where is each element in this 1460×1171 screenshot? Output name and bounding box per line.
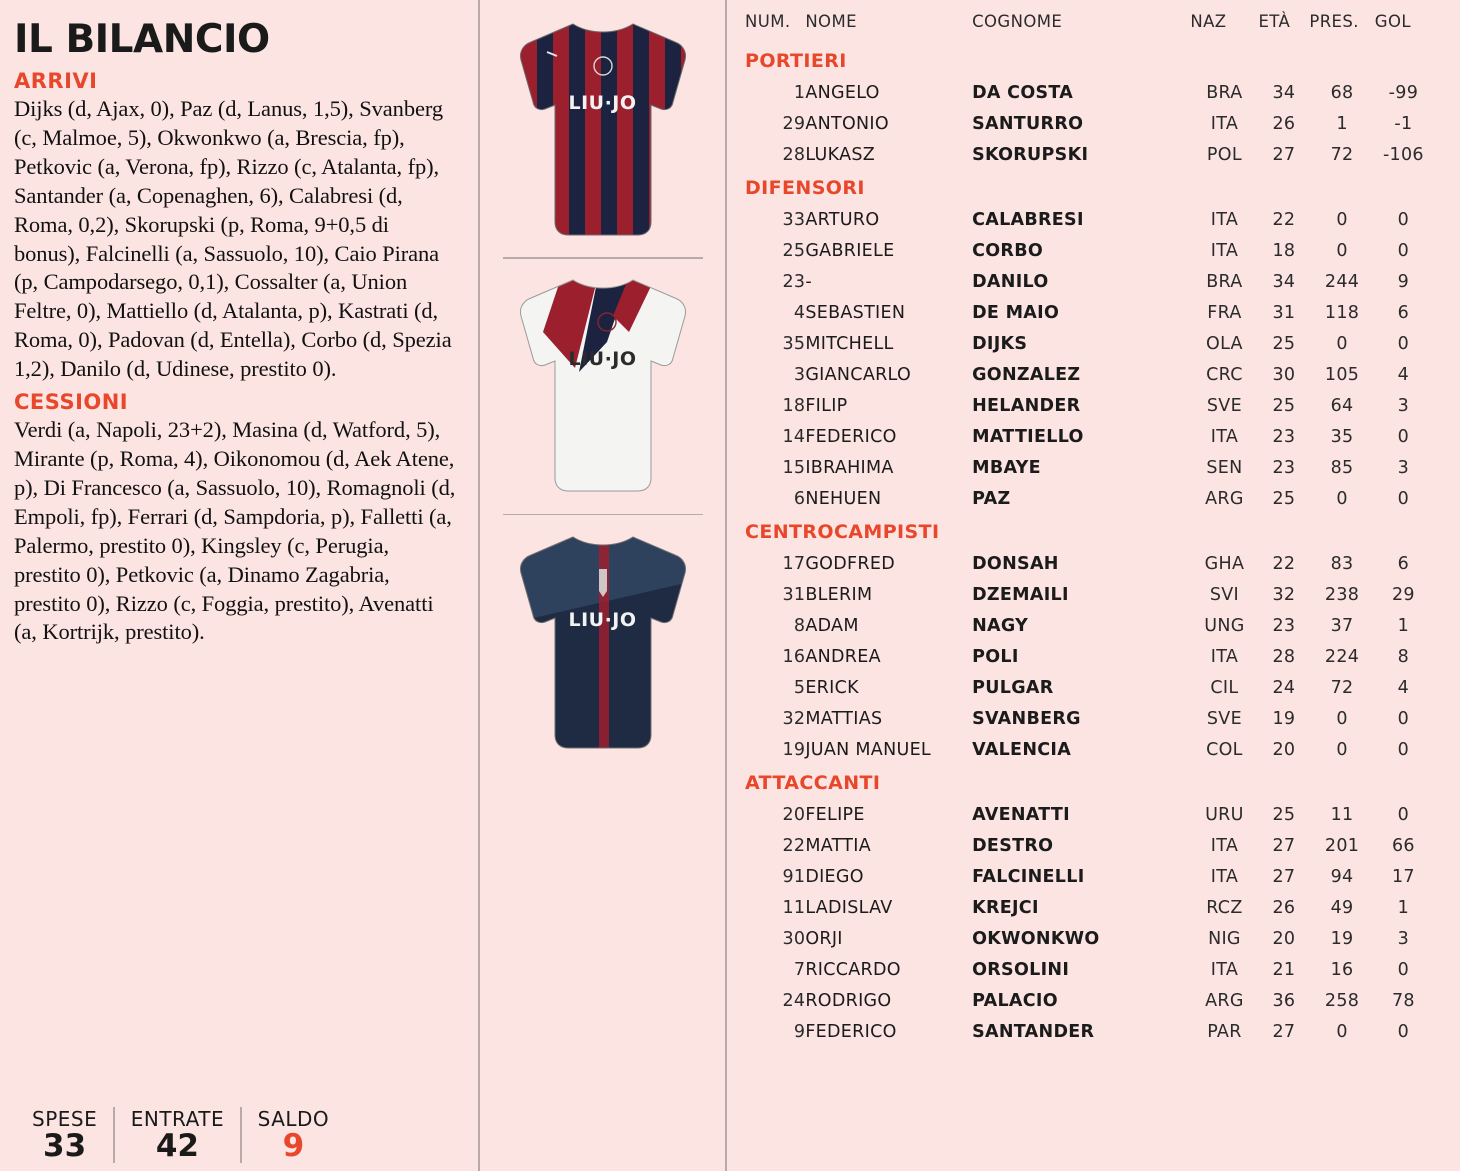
cell-cognome: PULGAR <box>972 677 1054 698</box>
header-pres: PRES. <box>1309 12 1359 31</box>
table-row[interactable] <box>745 421 1432 452</box>
cell-cognome: PAZ <box>972 488 1011 509</box>
roster-group-label: DIFENSORI <box>745 177 865 199</box>
cell-naz: URU <box>1205 804 1244 825</box>
roster-group-header <box>745 170 1432 204</box>
cell-eta: 22 <box>1272 553 1296 574</box>
total-spese-value: 33 <box>43 1128 87 1165</box>
cell-pres: 105 <box>1324 364 1360 385</box>
cell-gol: 0 <box>1397 959 1410 980</box>
table-row[interactable] <box>745 954 1432 985</box>
cell-cognome: AVENATTI <box>972 804 1070 825</box>
cell-eta: 24 <box>1272 677 1296 698</box>
cell-naz: ITA <box>1210 113 1239 134</box>
cell-naz: ITA <box>1210 646 1239 667</box>
cell-pres: 1 <box>1336 113 1348 134</box>
cell-eta: 27 <box>1272 866 1296 887</box>
cell-pres: 94 <box>1330 866 1354 887</box>
cell-eta: 34 <box>1272 271 1296 292</box>
cell-pres: 11 <box>1330 804 1354 825</box>
cell-eta: 20 <box>1272 739 1296 760</box>
cell-num: 29 <box>782 113 806 134</box>
table-row[interactable] <box>745 483 1432 514</box>
cell-num: 3 <box>793 364 806 385</box>
cell-cognome: KREJCI <box>972 897 1039 918</box>
table-row[interactable] <box>745 108 1432 139</box>
cell-eta: 19 <box>1272 708 1296 729</box>
cell-pres: 118 <box>1324 302 1360 323</box>
cell-num: 17 <box>782 553 806 574</box>
cell-num: 6 <box>793 488 806 509</box>
cell-naz: ARG <box>1205 488 1244 509</box>
cell-pres: 201 <box>1324 835 1360 856</box>
table-row[interactable] <box>745 1016 1432 1047</box>
cell-gol: 8 <box>1397 646 1410 667</box>
cell-naz: ITA <box>1210 959 1239 980</box>
cell-nome: ORJI <box>805 928 843 949</box>
cell-nome: ERICK <box>805 677 859 698</box>
cell-num: 7 <box>793 959 806 980</box>
cell-cognome: VALENCIA <box>972 739 1072 760</box>
table-row[interactable] <box>745 235 1432 266</box>
table-row[interactable] <box>745 359 1432 390</box>
cell-eta: 25 <box>1272 804 1296 825</box>
total-spese <box>14 1108 111 1163</box>
cell-gol: 4 <box>1397 364 1410 385</box>
cell-gol: 6 <box>1397 553 1410 574</box>
cell-num: 91 <box>782 866 806 887</box>
cell-gol: 9 <box>1397 271 1410 292</box>
away-kit-sponsor: LIU·JO <box>568 348 637 370</box>
cell-eta: 22 <box>1272 209 1296 230</box>
cell-num: 8 <box>793 615 806 636</box>
totals-divider-1 <box>113 1107 115 1163</box>
cell-pres: 37 <box>1330 615 1354 636</box>
roster-table <box>745 8 1432 1047</box>
cell-cognome: DONSAH <box>972 553 1059 574</box>
header-cognome: COGNOME <box>972 12 1063 31</box>
table-row[interactable] <box>745 204 1432 235</box>
table-row[interactable] <box>745 139 1432 170</box>
cell-cognome: MATTIELLO <box>972 426 1084 447</box>
table-row[interactable] <box>745 266 1432 297</box>
total-saldo-label: SALDO <box>257 1107 330 1132</box>
cell-num: 19 <box>782 739 806 760</box>
roster-group-header <box>745 765 1432 799</box>
cell-cognome: HELANDER <box>972 395 1081 416</box>
cell-cognome: GONZALEZ <box>972 364 1081 385</box>
table-row[interactable] <box>745 799 1432 830</box>
cell-gol: 1 <box>1397 897 1410 918</box>
cell-cognome: FALCINELLI <box>972 866 1085 887</box>
cell-num: 28 <box>782 144 806 165</box>
cell-pres: 0 <box>1336 240 1348 261</box>
cell-nome: LADISLAV <box>805 897 893 918</box>
cell-naz: GHA <box>1204 553 1245 574</box>
cell-nome: MATTIAS <box>805 708 883 729</box>
cell-num: 32 <box>782 708 806 729</box>
cell-num: 16 <box>782 646 806 667</box>
cell-naz: NIG <box>1208 928 1241 949</box>
cell-nome: FELIPE <box>805 804 865 825</box>
table-row[interactable] <box>745 734 1432 765</box>
cell-naz: FRA <box>1207 302 1242 323</box>
table-row[interactable] <box>745 923 1432 954</box>
cell-gol: 0 <box>1397 708 1410 729</box>
table-row[interactable] <box>745 830 1432 861</box>
cell-eta: 23 <box>1272 615 1296 636</box>
arrivals-text: Dijks (d, Ajax, 0), Paz (d, Lanus, 1,5), Svanberg (c, Malmoe, 5), Okwonkwo (a, Brescia, fp), Petkovic (a, Verona, fp), Rizzo (c, Atalanta, fp), Santander (a, Copenaghen, 6), Calabresi (d, Roma, 0,2), Skorupski (p, Roma, 9+0,5 di bonus), Falcinelli (a, Sassuolo, 10), Caio Pirana (p, Campodarsego, 0,1), Cossalter (a, Union Feltre, 0), Mattiello (d, Atalanta, p), Kastrati (d, Roma, 0), Padovan (d, Entella), Corbo (d, Spezia 1,2), Danilo (d, Udinese, prestito 0). <box>14 96 452 382</box>
cell-pres: 68 <box>1330 82 1354 103</box>
cell-eta: 27 <box>1272 144 1296 165</box>
roster-group-label: CENTROCAMPISTI <box>745 521 940 543</box>
roster-table-body <box>745 43 1432 1047</box>
cell-pres: 49 <box>1330 897 1354 918</box>
cell-num: 20 <box>782 804 806 825</box>
cell-nome: MATTIA <box>805 835 872 856</box>
cell-nome: IBRAHIMA <box>805 457 894 478</box>
cell-eta: 25 <box>1272 333 1296 354</box>
cell-cognome: NAGY <box>972 615 1029 636</box>
cell-nome: GODFRED <box>805 553 895 574</box>
cell-naz: BRA <box>1206 271 1243 292</box>
cell-cognome: DESTRO <box>972 835 1054 856</box>
cell-gol: 0 <box>1397 333 1410 354</box>
departures-heading: CESSIONI <box>14 390 129 415</box>
away-kit-cell <box>480 259 725 514</box>
cell-pres: 0 <box>1336 708 1348 729</box>
cell-cognome: SANTANDER <box>972 1021 1095 1042</box>
cell-pres: 258 <box>1324 990 1360 1011</box>
cell-nome: ARTURO <box>805 209 880 230</box>
roster-group-label: PORTIERI <box>745 50 847 72</box>
table-row[interactable] <box>745 672 1432 703</box>
cell-nome: ADAM <box>805 615 859 636</box>
cell-gol: 17 <box>1391 866 1415 887</box>
cell-num: 22 <box>782 835 806 856</box>
cell-eta: 34 <box>1272 82 1296 103</box>
cell-gol: -106 <box>1382 144 1424 165</box>
table-row[interactable] <box>745 77 1432 108</box>
cell-naz: SVI <box>1209 584 1239 605</box>
balance-column <box>0 0 478 1171</box>
cell-pres: 72 <box>1330 677 1354 698</box>
cell-gol: -1 <box>1394 113 1413 134</box>
cell-gol: 3 <box>1397 457 1410 478</box>
third-kit <box>503 529 703 757</box>
away-kit <box>503 272 703 500</box>
roster-group-label: ATTACCANTI <box>745 772 881 794</box>
cell-eta: 25 <box>1272 395 1296 416</box>
cell-gol: 0 <box>1397 209 1410 230</box>
cell-naz: CIL <box>1210 677 1239 698</box>
header-naz: NAZ <box>1190 12 1227 31</box>
cell-naz: OLA <box>1206 333 1243 354</box>
cell-eta: 21 <box>1272 959 1296 980</box>
cell-eta: 36 <box>1272 990 1296 1011</box>
total-entrate <box>117 1108 238 1163</box>
cell-num: 30 <box>782 928 806 949</box>
table-row[interactable] <box>745 892 1432 923</box>
cell-cognome: SANTURRO <box>972 113 1084 134</box>
cell-gol: 0 <box>1397 1021 1410 1042</box>
cell-nome: - <box>805 271 812 292</box>
cell-eta: 30 <box>1272 364 1296 385</box>
cell-gol: 1 <box>1397 615 1410 636</box>
total-entrate-value: 42 <box>155 1128 199 1165</box>
cell-gol: 0 <box>1397 739 1410 760</box>
cell-num: 23 <box>782 271 806 292</box>
cell-naz: COL <box>1206 739 1243 760</box>
cell-num: 14 <box>782 426 806 447</box>
cell-nome: DIEGO <box>805 866 864 887</box>
cell-num: 33 <box>782 209 806 230</box>
table-row[interactable] <box>745 548 1432 579</box>
cell-num: 25 <box>782 240 806 261</box>
cell-eta: 23 <box>1272 426 1296 447</box>
cell-num: 9 <box>793 1021 806 1042</box>
cell-num: 31 <box>782 584 806 605</box>
cell-eta: 28 <box>1272 646 1296 667</box>
cell-cognome: DIJKS <box>972 333 1028 354</box>
cell-num: 11 <box>782 897 806 918</box>
table-row[interactable] <box>745 579 1432 610</box>
away-shirt-icon <box>503 272 703 500</box>
cell-gol: 0 <box>1397 488 1410 509</box>
total-saldo-value: 9 <box>282 1128 305 1165</box>
cell-nome: BLERIM <box>805 584 873 605</box>
cell-gol: 6 <box>1397 302 1410 323</box>
cell-cognome: SKORUPSKI <box>972 144 1089 165</box>
cell-pres: 224 <box>1324 646 1360 667</box>
cell-cognome: POLI <box>972 646 1019 667</box>
header-nome: NOME <box>805 12 857 31</box>
cell-cognome: MBAYE <box>972 457 1041 478</box>
table-row[interactable] <box>745 610 1432 641</box>
cell-pres: 0 <box>1336 739 1348 760</box>
cell-naz: POL <box>1206 144 1242 165</box>
cell-nome: FILIP <box>805 395 848 416</box>
cell-eta: 27 <box>1272 1021 1296 1042</box>
table-row[interactable] <box>745 861 1432 892</box>
departures-text: Verdi (a, Napoli, 23+2), Masina (d, Watford, 5), Mirante (p, Roma, 4), Oikonomou (d, Aek Atene, p), Di Francesco (a, Sassuolo, 10), Romagnoli (d, Empoli, fp), Ferrari (d, Sampdoria, p), Falletti (a, Palermo, prestito 0), Kingsley (c, Perugia, prestito 0), Petkovic (a, Dinamo Zagabria, prestito 0), Rizzo (c, Foggia, prestito), Avenatti (a, Kortrijk, prestito). <box>14 417 456 645</box>
table-row[interactable] <box>745 641 1432 672</box>
cell-gol: 3 <box>1397 928 1410 949</box>
roster-header-row <box>745 8 1432 43</box>
cell-cognome: ORSOLINI <box>972 959 1070 980</box>
cell-gol: 0 <box>1397 804 1410 825</box>
home-kit-cell <box>480 2 725 257</box>
cell-pres: 0 <box>1336 1021 1348 1042</box>
cell-num: 18 <box>782 395 806 416</box>
cell-num: 35 <box>782 333 806 354</box>
third-kit-sponsor: LIU·JO <box>568 608 637 631</box>
cell-gol: 4 <box>1397 677 1410 698</box>
table-row[interactable] <box>745 328 1432 359</box>
cell-pres: 0 <box>1336 209 1348 230</box>
cell-nome: ANDREA <box>805 646 881 667</box>
cell-nome: FEDERICO <box>805 1021 897 1042</box>
cell-gol: 78 <box>1391 990 1415 1011</box>
home-shirt-icon <box>503 16 703 244</box>
cell-nome: RODRIGO <box>805 990 892 1011</box>
cell-eta: 31 <box>1272 302 1296 323</box>
roster-group-header <box>745 514 1432 548</box>
table-row[interactable] <box>745 703 1432 734</box>
cell-naz: SVE <box>1206 708 1242 729</box>
cell-num: 24 <box>782 990 806 1011</box>
cell-eta: 27 <box>1272 835 1296 856</box>
header-num: NUM. <box>745 12 791 31</box>
total-entrate-label: ENTRATE <box>130 1107 225 1132</box>
cell-eta: 18 <box>1272 240 1296 261</box>
cell-cognome: OKWONKWO <box>972 928 1100 949</box>
cell-cognome: DANILO <box>972 271 1049 292</box>
cell-naz: UNG <box>1204 615 1245 636</box>
cell-cognome: DZEMAILI <box>972 584 1069 605</box>
cell-pres: 0 <box>1336 488 1348 509</box>
cell-pres: 0 <box>1336 333 1348 354</box>
cell-pres: 19 <box>1330 928 1354 949</box>
cell-gol: 0 <box>1397 240 1410 261</box>
cell-gol: 3 <box>1397 395 1410 416</box>
header-eta: ETÀ <box>1258 12 1291 31</box>
kits-column <box>480 0 725 1171</box>
cell-nome: NEHUEN <box>805 488 882 509</box>
cell-eta: 26 <box>1272 897 1296 918</box>
cell-pres: 35 <box>1330 426 1354 447</box>
cell-nome: LUKASZ <box>805 144 876 165</box>
cell-num: 4 <box>793 302 806 323</box>
cell-nome: ANGELO <box>805 82 880 103</box>
cell-pres: 16 <box>1330 959 1354 980</box>
cell-nome: GIANCARLO <box>805 364 912 385</box>
home-kit-sponsor: LIU·JO <box>568 91 637 114</box>
cell-cognome: DA COSTA <box>972 82 1074 103</box>
total-saldo <box>244 1108 344 1163</box>
cell-nome: FEDERICO <box>805 426 897 447</box>
cell-naz: ITA <box>1210 240 1239 261</box>
table-row[interactable] <box>745 297 1432 328</box>
cell-cognome: SVANBERG <box>972 708 1081 729</box>
cell-cognome: CORBO <box>972 240 1044 261</box>
cell-naz: PAR <box>1207 1021 1242 1042</box>
cell-pres: 85 <box>1330 457 1354 478</box>
totals-bar <box>14 1107 460 1163</box>
cell-naz: CRC <box>1206 364 1243 385</box>
roster-group-header <box>745 43 1432 77</box>
cell-pres: 244 <box>1324 271 1360 292</box>
cell-nome: GABRIELE <box>805 240 895 261</box>
cell-cognome: PALACIO <box>972 990 1058 1011</box>
cell-eta: 25 <box>1272 488 1296 509</box>
total-spese-label: SPESE <box>32 1107 98 1132</box>
roster-table-head <box>745 8 1432 43</box>
cell-cognome: DE MAIO <box>972 302 1060 323</box>
cell-gol: 66 <box>1391 835 1415 856</box>
roster-column <box>727 0 1460 1171</box>
home-kit <box>503 16 703 244</box>
cell-gol: -99 <box>1388 82 1419 103</box>
header-gol: GOL <box>1374 12 1411 31</box>
cell-pres: 72 <box>1330 144 1354 165</box>
table-row[interactable] <box>745 985 1432 1016</box>
cell-cognome: CALABRESI <box>972 209 1084 230</box>
cell-naz: RCZ <box>1206 897 1243 918</box>
cell-eta: 23 <box>1272 457 1296 478</box>
cell-nome: MITCHELL <box>805 333 894 354</box>
cell-naz: ITA <box>1210 866 1239 887</box>
third-kit-cell <box>480 515 725 770</box>
cell-pres: 238 <box>1324 584 1360 605</box>
table-row[interactable] <box>745 452 1432 483</box>
totals-divider-2 <box>240 1107 242 1163</box>
cell-num: 5 <box>793 677 806 698</box>
cell-gol: 29 <box>1391 584 1415 605</box>
cell-nome: RICCARDO <box>805 959 901 980</box>
cell-naz: ITA <box>1210 209 1239 230</box>
arrivals-heading: ARRIVI <box>14 69 98 93</box>
cell-nome: ANTONIO <box>805 113 889 134</box>
cell-eta: 32 <box>1272 584 1296 605</box>
cell-naz: ITA <box>1210 835 1239 856</box>
third-shirt-icon <box>503 529 703 757</box>
page-title: IL BILANCIO <box>14 17 270 62</box>
cell-pres: 83 <box>1330 553 1354 574</box>
cell-naz: ITA <box>1210 426 1239 447</box>
cell-num: 15 <box>782 457 806 478</box>
cell-nome: JUAN MANUEL <box>805 739 931 760</box>
cell-eta: 20 <box>1272 928 1296 949</box>
cell-eta: 26 <box>1272 113 1296 134</box>
cell-naz: ARG <box>1205 990 1244 1011</box>
cell-naz: SEN <box>1206 457 1243 478</box>
cell-naz: SVE <box>1206 395 1242 416</box>
cell-gol: 0 <box>1397 426 1410 447</box>
table-row[interactable] <box>745 390 1432 421</box>
cell-pres: 64 <box>1330 395 1354 416</box>
cell-nome: SEBASTIEN <box>805 302 906 323</box>
cell-naz: BRA <box>1206 82 1243 103</box>
cell-num: 1 <box>793 82 806 103</box>
